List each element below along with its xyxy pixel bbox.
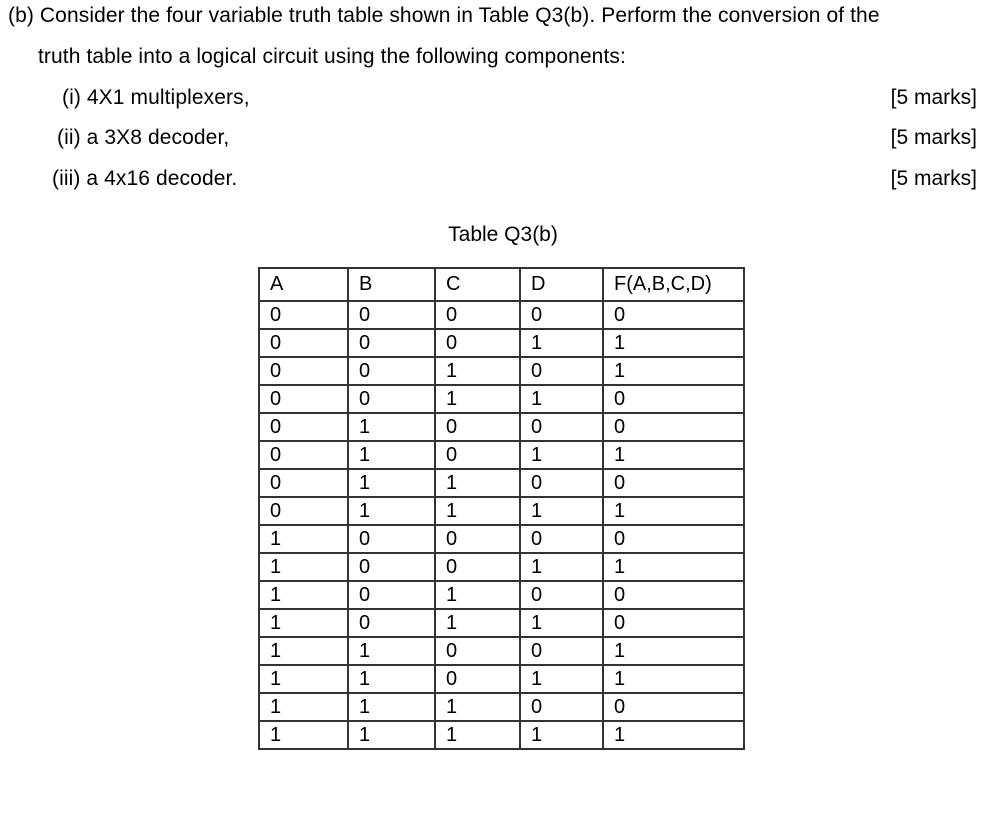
truth-table-body (259, 301, 744, 749)
cell-b: 0 (348, 329, 435, 357)
cell-c: 0 (435, 665, 520, 693)
table-row (259, 553, 744, 581)
cell-a: 0 (259, 497, 348, 525)
cell-c: 0 (435, 441, 520, 469)
cell-a: 1 (259, 693, 348, 721)
cell-a: 1 (259, 581, 348, 609)
table-row (259, 581, 744, 609)
cell-f: 0 (603, 693, 744, 721)
cell-d: 1 (520, 497, 603, 525)
cell-a: 1 (259, 525, 348, 553)
cell-d: 0 (520, 581, 603, 609)
table-caption (0, 223, 991, 247)
cell-f: 0 (603, 385, 744, 413)
cell-a: 0 (259, 357, 348, 385)
cell-d: 0 (520, 637, 603, 665)
table-row (259, 721, 744, 749)
part-i-text: (i) 4X1 multiplexers, (62, 86, 250, 109)
cell-b: 0 (348, 609, 435, 637)
cell-d: 1 (520, 665, 603, 693)
cell-f: 1 (603, 637, 744, 665)
cell-c: 0 (435, 525, 520, 553)
header-f: F(A,B,C,D) (603, 268, 744, 301)
cell-d: 0 (520, 525, 603, 553)
cell-c: 0 (435, 301, 520, 329)
cell-f: 0 (603, 301, 744, 329)
table-row (259, 469, 744, 497)
cell-d: 0 (520, 693, 603, 721)
cell-d: 1 (520, 441, 603, 469)
cell-a: 0 (259, 441, 348, 469)
cell-c: 0 (435, 329, 520, 357)
cell-c: 1 (435, 581, 520, 609)
cell-f: 0 (603, 525, 744, 553)
cell-b: 0 (348, 301, 435, 329)
part-ii-marks: [5 marks] (890, 126, 977, 149)
cell-a: 0 (259, 385, 348, 413)
table-row (259, 637, 744, 665)
table-row (259, 385, 744, 413)
cell-f: 1 (603, 329, 744, 357)
cell-d: 1 (520, 609, 603, 637)
cell-a: 1 (259, 721, 348, 749)
part-iii-marks: [5 marks] (890, 167, 977, 190)
cell-f: 0 (603, 413, 744, 441)
cell-c: 1 (435, 497, 520, 525)
cell-a: 0 (259, 469, 348, 497)
cell-f: 0 (603, 469, 744, 497)
cell-d: 1 (520, 329, 603, 357)
table-row (259, 497, 744, 525)
part-iii-text: (iii) a 4x16 decoder. (52, 167, 238, 190)
cell-f: 1 (603, 721, 744, 749)
cell-c: 1 (435, 385, 520, 413)
header-b: B (348, 268, 435, 301)
cell-f: 1 (603, 497, 744, 525)
header-d: D (520, 268, 603, 301)
cell-c: 1 (435, 469, 520, 497)
cell-b: 1 (348, 721, 435, 749)
header-c: C (435, 268, 520, 301)
cell-f: 1 (603, 441, 744, 469)
table-row (259, 357, 744, 385)
cell-a: 1 (259, 665, 348, 693)
cell-a: 1 (259, 637, 348, 665)
table-row (259, 329, 744, 357)
cell-b: 1 (348, 637, 435, 665)
table-row (259, 413, 744, 441)
header-a: A (259, 268, 348, 301)
cell-f: 0 (603, 609, 744, 637)
cell-c: 0 (435, 637, 520, 665)
cell-a: 0 (259, 329, 348, 357)
cell-c: 0 (435, 553, 520, 581)
table-caption-text: Table Q3(b) (448, 223, 558, 246)
table-row (259, 693, 744, 721)
cell-a: 0 (259, 301, 348, 329)
cell-c: 1 (435, 721, 520, 749)
cell-b: 0 (348, 553, 435, 581)
cell-f: 1 (603, 357, 744, 385)
cell-a: 1 (259, 609, 348, 637)
cell-b: 1 (348, 441, 435, 469)
question-intro-line-2: truth table into a logical circuit using the following components: (38, 45, 626, 68)
part-i-marks: [5 marks] (890, 86, 977, 109)
part-ii-text: (ii) a 3X8 decoder, (57, 126, 230, 149)
table-header-row (259, 268, 744, 301)
cell-b: 1 (348, 469, 435, 497)
cell-c: 1 (435, 357, 520, 385)
cell-c: 1 (435, 609, 520, 637)
cell-b: 0 (348, 385, 435, 413)
question-intro-line-1: (b) Consider the four variable truth table shown in Table Q3(b). Perform the conversion of the (8, 4, 880, 27)
cell-d: 0 (520, 357, 603, 385)
table-row (259, 441, 744, 469)
cell-b: 0 (348, 357, 435, 385)
cell-d: 0 (520, 413, 603, 441)
cell-c: 1 (435, 693, 520, 721)
cell-d: 1 (520, 553, 603, 581)
cell-a: 0 (259, 413, 348, 441)
cell-b: 0 (348, 525, 435, 553)
cell-f: 1 (603, 553, 744, 581)
cell-b: 1 (348, 693, 435, 721)
cell-f: 1 (603, 665, 744, 693)
cell-d: 0 (520, 301, 603, 329)
cell-f: 0 (603, 581, 744, 609)
cell-a: 1 (259, 553, 348, 581)
table-row (259, 665, 744, 693)
cell-b: 1 (348, 497, 435, 525)
table-row (259, 301, 744, 329)
cell-d: 1 (520, 721, 603, 749)
truth-table (258, 267, 745, 750)
cell-d: 0 (520, 469, 603, 497)
cell-b: 1 (348, 413, 435, 441)
cell-c: 0 (435, 413, 520, 441)
cell-b: 1 (348, 665, 435, 693)
cell-b: 0 (348, 581, 435, 609)
table-row (259, 609, 744, 637)
table-row (259, 525, 744, 553)
cell-d: 1 (520, 385, 603, 413)
